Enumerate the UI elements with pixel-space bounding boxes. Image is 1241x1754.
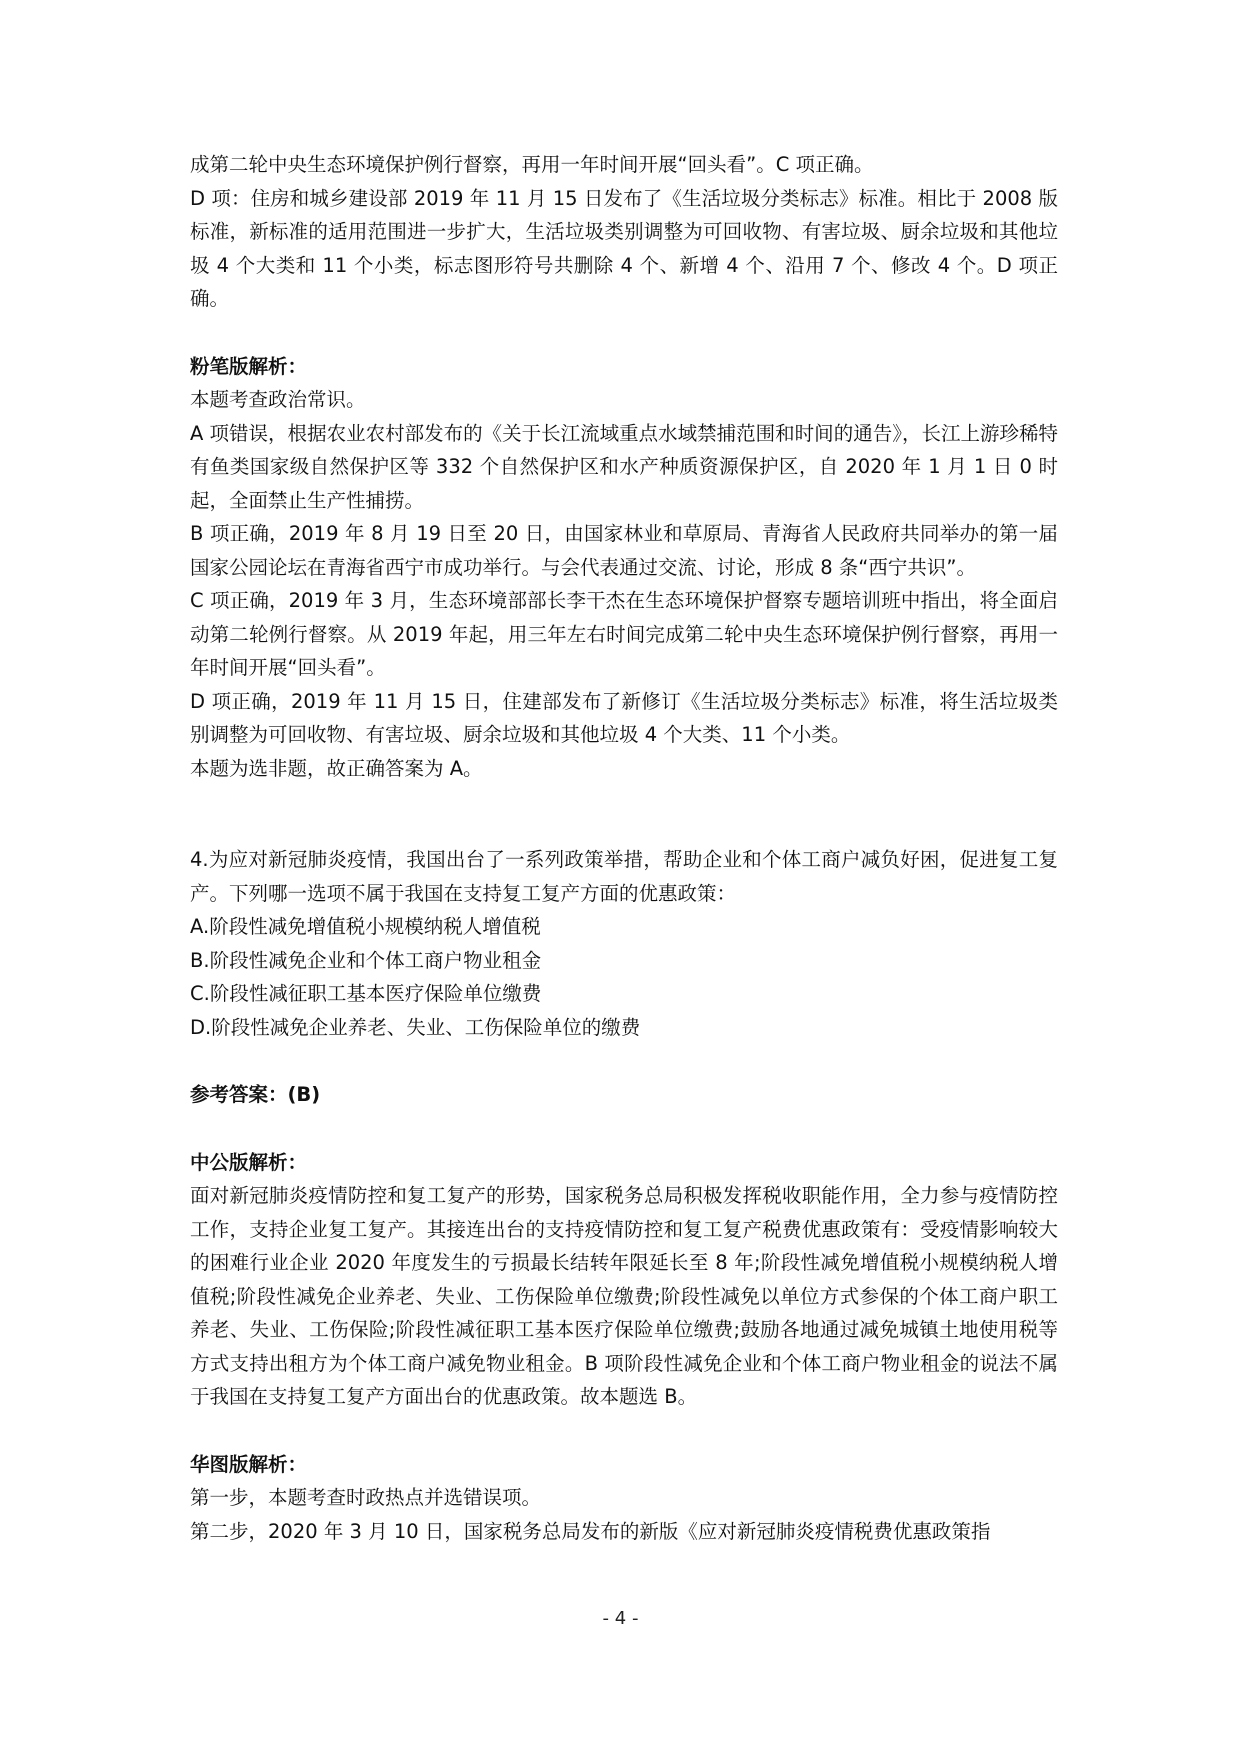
zhonggong-paragraph: 面对新冠肺炎疫情防控和复工复产的形势，国家税务总局积极发挥税收职能作用，全力参与疫情防控工作，支持企业复工复产。其接连出台的支持疫情防控和复工复产税费优惠政策有：受疫情影响较大的困难行业企业 2020 年度发生的亏损最长结转年限延长至 8 年;阶段性减免增值税小规模纳税人增值税;阶段性减免企业养老、失业、工伤保险单位缴费;阶段性减免以单位方式参保的个体工商户职工养老、失业、工伤保险;阶段性减征职工基本医疗保险单位缴费;鼓励各地通过减免城镇土地使用税等方式支持出租方为个体工商户减免物业租金。B 项阶段性减免企业和个体工商户物业租金的说法不属于我国在支持复工复产方面出台的优惠政策。故本题选 B。 [190,1184,1058,1408]
continued-paragraph-d: D 项：住房和城乡建设部 2019 年 11 月 15 日发布了《生活垃圾分类标志》标准。相比于 2008 版标准，新标准的适用范围进一步扩大，生活垃圾类别调整为可回收物、有害垃圾、厨余垃圾和其他垃圾 4 个大类和 11 个小类，标志图形符号共删除 4 个、新增 4 个、沿用 7 个、修改 4 个。D 项正确。 [190,186,1058,310]
fenbi-paragraph: C 项正确，2019 年 3 月，生态环境部部长李干杰在生态环境保护督察专题培训班中指出，将全面启动第二轮例行督察。从 2019 年起，用三年左右时间完成第二轮中央生态环境保护例行督察，再用一年时间开展“回头看”。 [190,589,1058,679]
fenbi-analysis-heading: 粉笔版解析： [190,354,308,378]
fenbi-paragraph: 本题为选非题，故正确答案为 A。 [190,756,483,780]
reference-answer: 参考答案：(B) [190,1083,321,1106]
option-b: B.阶段性减免企业和个体工商户物业租金 [190,948,542,972]
document-body [190,148,1058,1548]
page-number: - 4 - [602,1608,639,1629]
option-d: D.阶段性减免企业养老、失业、工伤保险单位的缴费 [190,1015,641,1039]
huatu-paragraph: 第一步，本题考查时政热点并选错误项。 [190,1486,542,1509]
zhonggong-analysis-heading: 中公版解析： [190,1150,308,1174]
option-a: A.阶段性减免增值税小规模纳税人增值税 [190,915,541,938]
option-c: C.阶段性减征职工基本医疗保险单位缴费 [190,982,542,1005]
huatu-paragraph: 第二步，2020 年 3 月 10 日，国家税务总局发布的新版《应对新冠肺炎疫情税费优惠政策指 [190,1519,991,1543]
huatu-analysis-heading: 华图版解析： [190,1452,308,1476]
continued-paragraph: 成第二轮中央生态环境保护例行督察，再用一年时间开展“回头看”。C 项正确。 [190,153,874,176]
fenbi-paragraph: 本题考查政治常识。 [190,388,366,411]
question-stem: 4.为应对新冠肺炎疫情，我国出台了一系列政策举措，帮助企业和个体工商户减负好困，促进复工复产。下列哪一选项不属于我国在支持复工复产方面的优惠政策： [190,848,1058,905]
fenbi-paragraph: D 项正确，2019 年 11 月 15 日，住建部发布了新修订《生活垃圾分类标志》标准，将生活垃圾类别调整为可回收物、有害垃圾、厨余垃圾和其他垃圾 4 个大类、11 个小类。 [190,689,1058,746]
fenbi-paragraph: B 项正确，2019 年 8 月 19 日至 20 日，由国家林业和草原局、青海省人民政府共同举办的第一届国家公园论坛在青海省西宁市成功举行。与会代表通过交流、讨论，形成 8 条“西宁共识”。 [190,522,1058,579]
fenbi-paragraph: A 项错误，根据农业农村部发布的《关于长江流域重点水域禁捕范围和时间的通告》，长江上游珍稀特有鱼类国家级自然保护区等 332 个自然保护区和水产种质资源保护区，自 2020 年 1 月 1 日 0 时起，全面禁止生产性捕捞。 [190,421,1058,512]
